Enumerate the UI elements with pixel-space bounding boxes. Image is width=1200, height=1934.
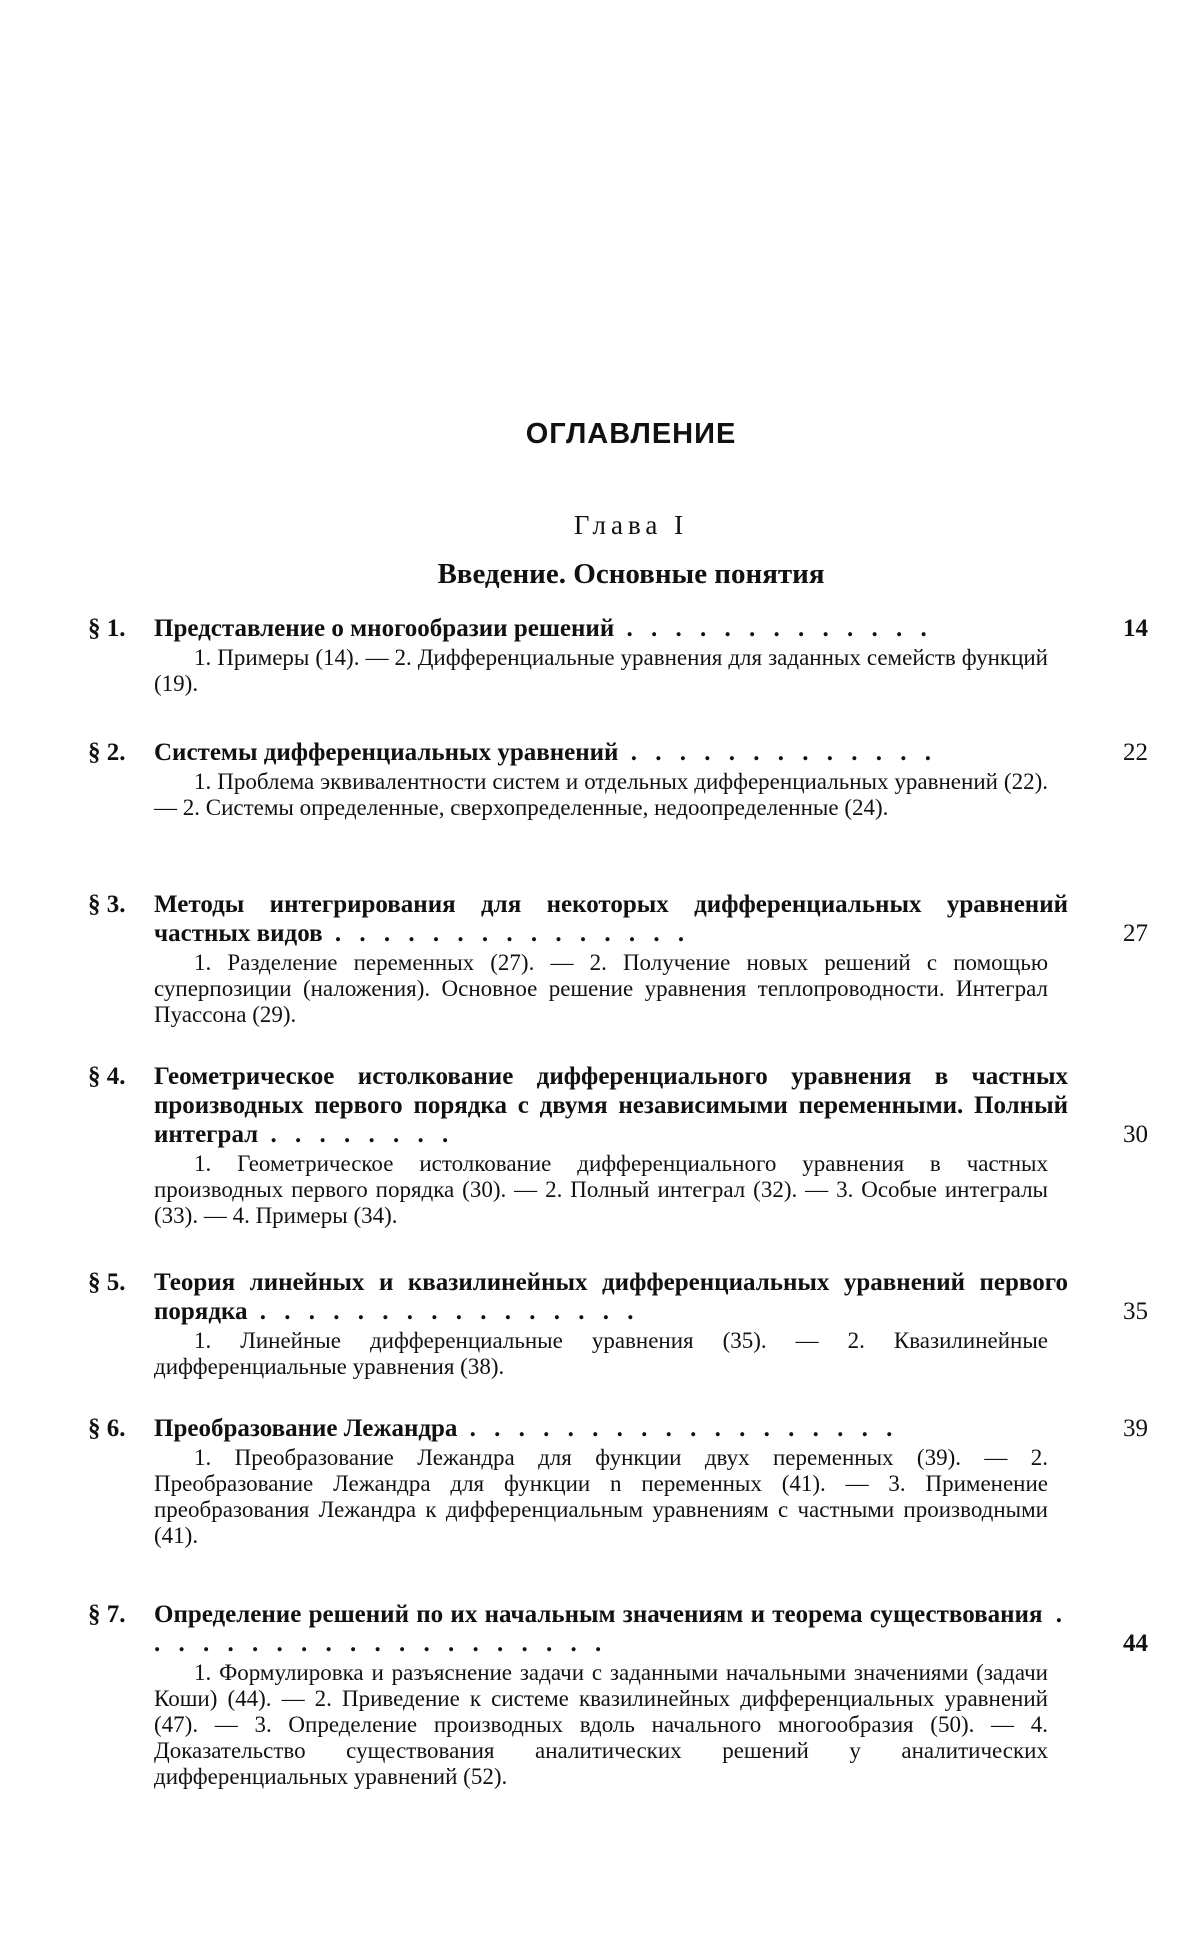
section-page-number: 39: [1123, 1415, 1148, 1442]
dot-leader: . . . . . . . . . . . . . . . . . . . .: [154, 1601, 1068, 1657]
toc-section-4: [88, 1062, 1148, 1229]
section-page-number: 44: [1123, 1630, 1148, 1657]
section-page-number: 14: [1123, 615, 1148, 642]
section-page-number: 35: [1123, 1298, 1148, 1325]
section-heading[interactable]: [88, 890, 1148, 948]
dot-leader: . . . . . . . .: [258, 1121, 455, 1148]
dot-leader: . . . . . . . . . . . . . . . .: [247, 1298, 640, 1325]
section-heading[interactable]: [88, 1268, 1148, 1326]
chapter-title: Введение. Основные понятия: [437, 558, 825, 590]
section-heading[interactable]: [88, 738, 1148, 767]
section-number: § 3.: [88, 891, 126, 918]
section-heading[interactable]: [88, 614, 1148, 643]
section-number: § 1.: [88, 615, 126, 642]
section-number: § 5.: [88, 1269, 126, 1296]
section-number: § 7.: [88, 1601, 126, 1628]
section-heading[interactable]: [88, 1600, 1148, 1658]
toc-title: ОГЛАВЛЕНИЕ: [525, 418, 737, 450]
section-contents: 1. Преобразование Лежандра для функции двух переменных (39). — 2. Преобразование Лежандра для функции n переменных (41). — 3. Применение преобразования Лежандра к дифференциальным уравнениям с частными производными (41).: [154, 1445, 1048, 1548]
section-title: Методы интегрирования для некоторых дифференциальных уравнений частных видов: [154, 891, 1068, 947]
dot-leader: . . . . . . . . . . . . . . .: [322, 920, 691, 947]
toc-section-1: [88, 614, 1148, 697]
dot-leader: . . . . . . . . . . . . .: [614, 615, 933, 642]
section-title: Геометрическое истолкование дифференциального уравнения в частных производных первого порядка с двумя независимыми переменными. Полный интеграл: [154, 1063, 1068, 1148]
chapter-label: Глава I: [573, 510, 689, 540]
dot-leader: . . . . . . . . . . . . . . . . . .: [457, 1415, 899, 1442]
section-number: § 2.: [88, 739, 126, 766]
section-contents: 1. Примеры (14). — 2. Дифференциальные уравнения для заданных семейств функций (19).: [154, 645, 1048, 696]
section-contents: 1. Формулировка и разъяснение задачи с заданными начальными значениями (задачи Коши) (44). — 2. Приведение к системе квазилинейных дифференциальных уравнений (47). — 3. Определение производных вдоль начального многообразия (50). — 4. Доказательство существования аналитических решений у аналитических дифференциальных уравнений (52).: [154, 1660, 1048, 1789]
section-title: Представление о многообразии решений: [154, 615, 615, 642]
section-contents: 1. Линейные дифференциальные уравнения (35). — 2. Квазилинейные дифференциальные уравнения (38).: [154, 1328, 1048, 1379]
toc-section-5: [88, 1268, 1148, 1380]
section-contents: 1. Разделение переменных (27). — 2. Получение новых решений с помощью суперпозиции (наложения). Основное решение уравнения теплопроводности. Интеграл Пуассона (29).: [154, 950, 1048, 1027]
toc-section-2: [88, 738, 1148, 821]
section-contents: 1. Геометрическое истолкование дифференциального уравнения в частных производных первого порядка (30). — 2. Полный интеграл (32). — 3. Особые интегралы (33). — 4. Примеры (34).: [154, 1151, 1048, 1228]
section-page-number: 30: [1123, 1121, 1148, 1148]
toc-section-7: [88, 1600, 1148, 1790]
section-heading[interactable]: [88, 1414, 1148, 1443]
dot-leader: . . . . . . . . . . . . .: [618, 739, 937, 766]
section-heading[interactable]: [88, 1062, 1148, 1149]
section-page-number: 22: [1123, 739, 1148, 766]
toc-section-3: [88, 890, 1148, 1028]
section-page-number: 27: [1123, 920, 1148, 947]
section-title: Теория линейных и квазилинейных дифференциальных уравнений первого порядка: [154, 1269, 1068, 1325]
toc-section-6: [88, 1414, 1148, 1549]
section-title: Определение решений по их начальным значениям и теорема существования: [154, 1601, 1043, 1628]
section-contents: 1. Проблема эквивалентности систем и отдельных дифференциальных уравнений (22). — 2. Системы определенные, сверхопределенные, недоопределенные (24).: [154, 769, 1048, 820]
section-title: Системы дифференциальных уравнений: [154, 739, 619, 766]
section-number: § 4.: [88, 1063, 126, 1090]
section-number: § 6.: [88, 1415, 126, 1442]
section-title: Преобразование Лежандра: [154, 1415, 458, 1442]
